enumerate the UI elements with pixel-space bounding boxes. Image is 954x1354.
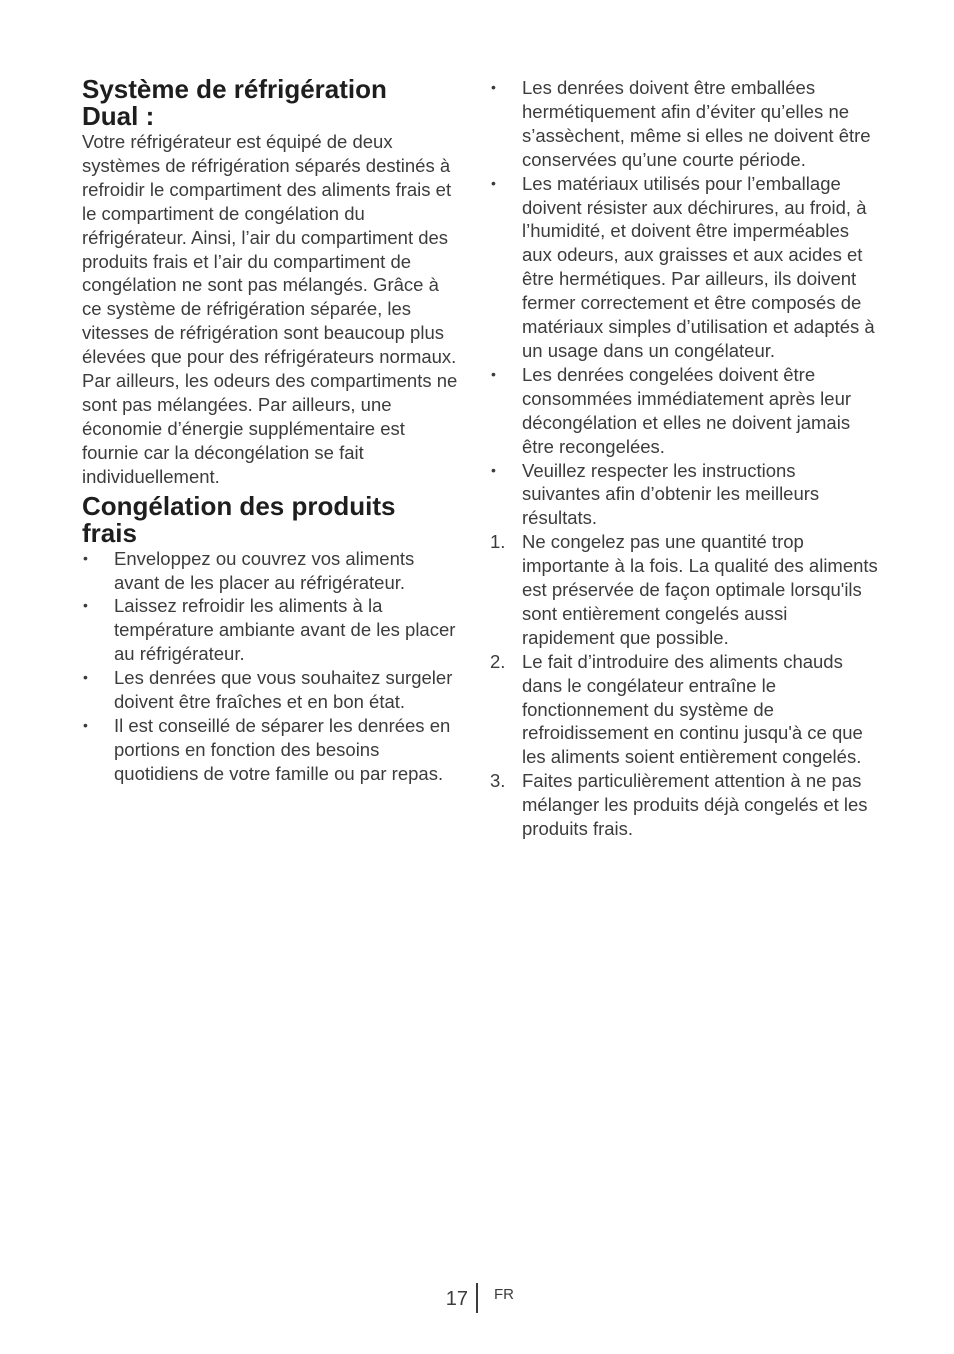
list-item-text: Les matériaux utilisés pour l’emballage doivent résister aux déchirures, au froid, à l’humidité, et doivent être imperméables aux odeurs, aux graisses et aux acides et être hermétiques. Par ailleurs, ils doivent fermer correctement et être composés de matériaux simples d’utilisation et adaptés à un usage dans un congélateur. — [522, 172, 875, 361]
bullet-marker: • — [83, 597, 88, 614]
list-item — [490, 76, 878, 172]
list-item — [82, 594, 462, 666]
bullet-marker: • — [83, 669, 88, 686]
language-code: FR — [494, 1286, 514, 1303]
list-item-text: Laissez refroidir les aliments à la température ambiante avant de les placer au réfrigérateur. — [114, 595, 456, 665]
list-item-text: Enveloppez ou couvrez vos aliments avant de les placer au réfrigérateur. — [114, 547, 415, 593]
list-item-text: Il est conseillé de séparer les denrées en portions en fonction des besoins quotidiens de votre famille ou par repas. — [114, 714, 451, 784]
bullet-marker: • — [83, 549, 88, 566]
heading-line: Dual : — [82, 101, 155, 131]
numbered-item-text: Faites particulièrement attention à ne pas mélanger les produits déjà congelés et les produits frais. — [522, 770, 868, 840]
numbered-item — [490, 530, 878, 650]
list-item — [82, 666, 462, 714]
list-item-text: Les denrées doivent être emballées hermétiquement afin d’éviter qu’elles ne s’assèchent, même si elles ne doivent être conservées qu’une courte période. — [522, 77, 871, 170]
left-column — [82, 76, 462, 786]
list-item — [490, 363, 878, 459]
bullet-marker: • — [491, 461, 496, 478]
bullet-marker: • — [491, 174, 496, 191]
bullet-marker: • — [491, 365, 496, 382]
packaging-bullet-list — [490, 76, 878, 530]
bullet-marker: • — [83, 716, 88, 733]
list-item — [82, 714, 462, 786]
section-body-dual-refrigeration: Votre réfrigérateur est équipé de deux systèmes de réfrigération séparés destinés à refroidir le compartiment des aliments frais et le compartiment de congélation du réfrigérateur. Ainsi, l’air du compartiment des produits frais et l’air du compartiment de congélation ne sont pas mélangés. Grâce à ce système de réfrigération séparée, les vitesses de réfrigération sont beaucoup plus élevées que pour des réfrigérateurs normaux. Par ailleurs, les odeurs des compartiments ne sont pas mélangées. Par ailleurs, une économie d’énergie supplémentaire est fournie car la décongélation se fait individuellement. — [82, 131, 458, 487]
list-item-text: Les denrées que vous souhaitez surgeler doivent être fraîches et en bon état. — [114, 667, 453, 713]
page-footer — [0, 1283, 954, 1317]
heading-line: Système de réfrigération — [82, 74, 387, 104]
list-item — [490, 172, 878, 363]
list-item-text: Veuillez respecter les instructions suivantes afin d’obtenir les meilleurs résultats. — [522, 459, 820, 529]
heading-line: Congélation des produits — [82, 490, 396, 521]
freezing-bullet-list — [82, 547, 462, 786]
list-item — [82, 547, 462, 595]
page-number: 17 — [445, 1288, 468, 1310]
section-heading-freezing-fresh-food — [82, 490, 462, 548]
right-column — [490, 76, 878, 841]
item-number: 2. — [490, 650, 506, 672]
item-number: 3. — [490, 770, 506, 792]
numbered-item — [490, 769, 878, 841]
numbered-item-text: Ne congelez pas une quantité trop importante à la fois. La qualité des aliments est préservée de façon optimale lorsqu'ils sont entièrement congelés aussi rapidement que possible. — [522, 531, 878, 648]
list-item-text: Les denrées congelées doivent être consommées immédiatement après leur décongélation et elles ne doivent jamais être recongelées. — [522, 363, 852, 457]
item-number: 1. — [490, 531, 506, 553]
footer-divider — [476, 1283, 478, 1313]
bullet-marker: • — [491, 79, 496, 95]
list-item — [490, 459, 878, 531]
instructions-numbered-list — [490, 530, 878, 841]
numbered-item — [490, 650, 878, 770]
section-heading-dual-refrigeration — [82, 76, 462, 130]
numbered-item-text: Le fait d’introduire des aliments chauds dans le congélateur entraîne le fonctionnement du système de refroidissement en continu jusqu'à ce que les aliments soient entièrement congelés. — [522, 650, 863, 768]
heading-line: frais — [82, 517, 137, 548]
